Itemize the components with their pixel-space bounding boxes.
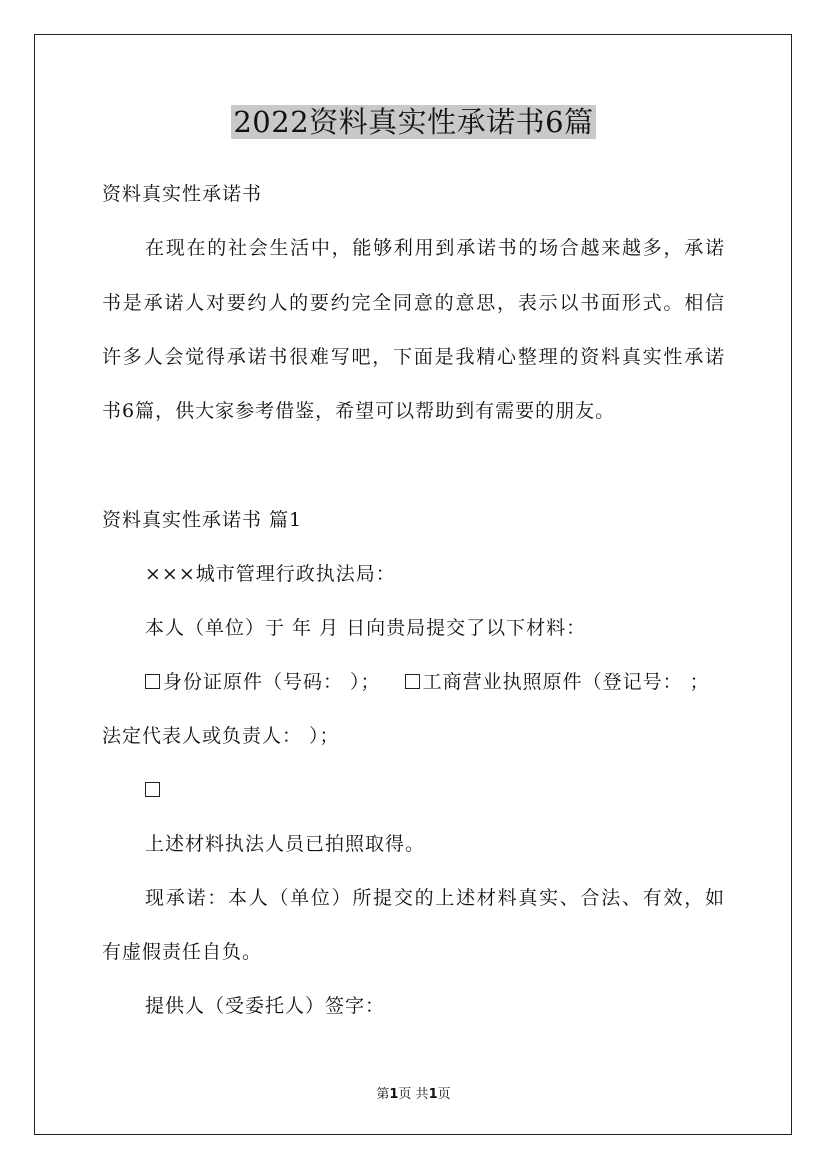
id-card-label: 身份证原件（号码： ）； (163, 671, 381, 693)
legal-representative-line: 法定代表人或负责人： ）； (102, 725, 340, 747)
intro-line-3: 许多人会觉得承诺书很难写吧，下面是我精心整理的资料真实性承诺 (102, 346, 725, 368)
footer-page-total: 1 (428, 1087, 438, 1102)
photo-line: 上述材料执法人员已拍照取得。 (145, 833, 426, 855)
section-heading-part1: 资料真实性承诺书 篇1 (102, 509, 303, 531)
footer-page-number: 1 (389, 1087, 399, 1102)
footer-mid: 页 共 (398, 1087, 429, 1102)
checkbox-business-license[interactable] (405, 674, 420, 689)
checkbox-other[interactable] (145, 782, 160, 797)
page-footer (0, 1083, 827, 1102)
promise-line-1: 现承诺：本人（单位）所提交的上述材料真实、合法、有效，如 (145, 887, 725, 909)
empty-checkbox-row (145, 776, 725, 804)
submit-line: 本人（单位）于 年 月 日向贵局提交了以下材料： (145, 617, 587, 639)
document-title: 2022资料真实性承诺书6篇 (233, 105, 594, 139)
checkbox-row (145, 668, 725, 696)
signature-line: 提供人（受委托人）签字： (145, 995, 386, 1017)
document-title-container (0, 100, 827, 144)
checkbox-id-card[interactable] (145, 674, 160, 689)
footer-prefix: 第 (376, 1087, 390, 1102)
footer-suffix: 页 (437, 1087, 451, 1102)
promise-line-2: 有虚假责任自负。 (102, 941, 263, 963)
addressee: ×××城市管理行政执法局： (145, 563, 396, 585)
section-heading: 资料真实性承诺书 (102, 183, 263, 205)
business-license-label: 工商营业执照原件（登记号： ； (422, 671, 710, 693)
intro-line-1: 在现在的社会生活中，能够利用到承诺书的场合越来越多，承诺 (145, 237, 725, 259)
intro-line-4: 书6篇，供大家参考借鉴，希望可以帮助到有需要的朋友。 (102, 400, 616, 422)
intro-line-2: 书是承诺人对要约人的要约完全同意的意思，表示以书面形式。相信 (102, 292, 725, 314)
